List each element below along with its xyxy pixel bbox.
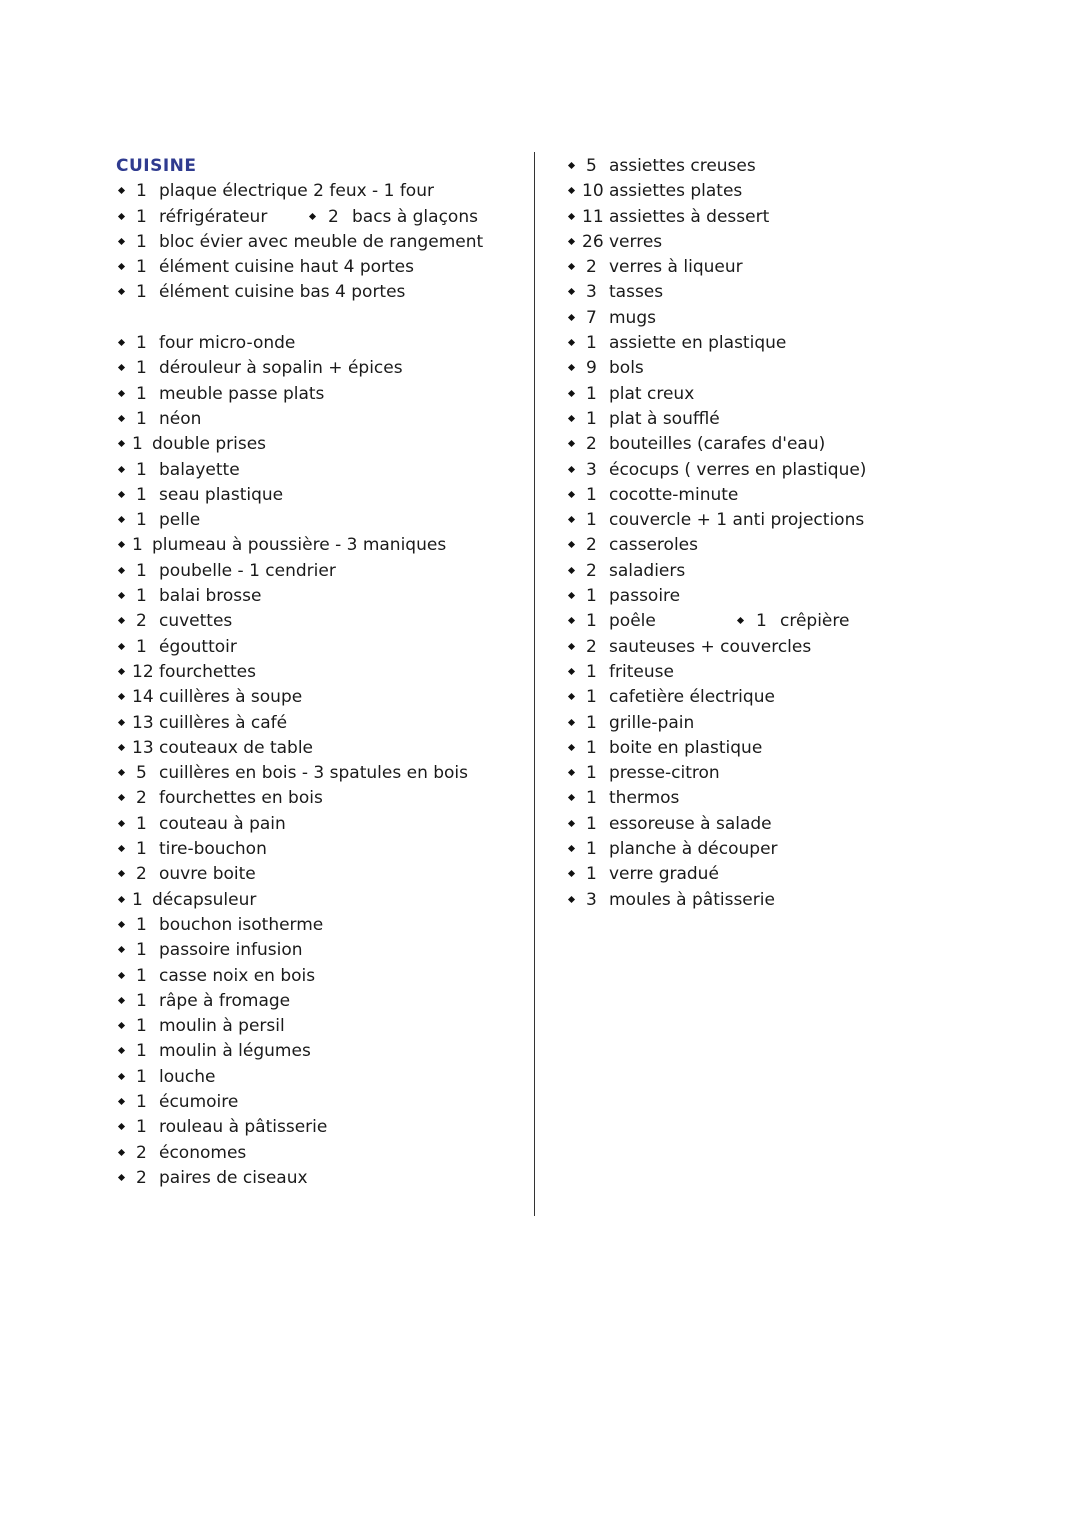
list-item bbox=[116, 280, 516, 305]
bullet-icon bbox=[118, 1047, 125, 1054]
item-label: bols bbox=[609, 358, 644, 379]
item-label: bouteilles (carafes d'eau) bbox=[609, 434, 826, 455]
bullet-icon bbox=[568, 440, 575, 447]
item-quantity: 1 bbox=[136, 1091, 147, 1112]
list-item bbox=[116, 1065, 516, 1090]
list-item bbox=[116, 255, 516, 280]
item-label: plumeau à poussière - 3 maniques bbox=[152, 535, 447, 556]
list-item bbox=[566, 635, 986, 660]
item-label: grille-pain bbox=[609, 712, 695, 733]
item-quantity: 1 bbox=[136, 510, 147, 531]
list-item bbox=[116, 964, 516, 989]
bullet-icon bbox=[118, 1098, 125, 1105]
bullet-icon bbox=[118, 668, 125, 675]
bullet-icon bbox=[118, 718, 125, 725]
item-quantity: 1 bbox=[586, 661, 597, 682]
item-quantity: 1 bbox=[136, 560, 147, 581]
bullet-icon bbox=[568, 567, 575, 574]
item-quantity: 5 bbox=[586, 156, 597, 176]
item-quantity: 2 bbox=[586, 535, 597, 556]
bullet-icon bbox=[118, 339, 125, 346]
list-item bbox=[566, 230, 986, 255]
bullet-icon bbox=[568, 390, 575, 397]
item-label: écumoire bbox=[159, 1091, 239, 1112]
column-divider bbox=[534, 152, 535, 1216]
item-quantity: 1 bbox=[136, 231, 147, 252]
item-quantity: 1 bbox=[586, 687, 597, 708]
item-quantity: 3 bbox=[586, 459, 597, 480]
item-label: ouvre boite bbox=[159, 864, 256, 885]
item-label: élément cuisine bas 4 portes bbox=[159, 282, 406, 303]
list-item bbox=[566, 382, 986, 407]
bullet-icon bbox=[568, 213, 575, 220]
bullet-icon bbox=[118, 415, 125, 422]
list-item bbox=[116, 736, 516, 761]
list-item bbox=[116, 786, 516, 811]
item-quantity: 13 bbox=[132, 712, 154, 733]
item-label: égouttoir bbox=[159, 636, 237, 657]
item-quantity: 1 bbox=[136, 839, 147, 860]
item-quantity: 26 bbox=[582, 231, 604, 252]
list-item bbox=[566, 255, 986, 280]
item-label: casse noix en bois bbox=[159, 965, 316, 986]
list-item bbox=[116, 356, 516, 381]
item-label: saladiers bbox=[609, 560, 686, 581]
item-quantity: 1 bbox=[136, 282, 147, 303]
item-quantity: 1 bbox=[132, 434, 143, 455]
item-label: pelle bbox=[159, 510, 201, 531]
bullet-icon bbox=[568, 794, 575, 801]
item-label: réfrigérateur bbox=[159, 206, 268, 227]
list-item bbox=[116, 458, 516, 483]
item-label: cuvettes bbox=[159, 611, 233, 632]
item-label: élément cuisine haut 4 portes bbox=[159, 257, 414, 278]
list-item bbox=[116, 660, 516, 685]
left-column bbox=[116, 154, 516, 1191]
item-quantity: 2 bbox=[586, 560, 597, 581]
item-label: couvercle + 1 anti projections bbox=[609, 510, 865, 531]
list-item bbox=[566, 786, 986, 811]
bullet-icon bbox=[118, 213, 125, 220]
item-quantity: 1 bbox=[586, 586, 597, 607]
item-quantity: 1 bbox=[586, 611, 597, 632]
list-spacer bbox=[116, 306, 516, 331]
item-quantity: 1 bbox=[136, 965, 147, 986]
list-item bbox=[566, 711, 986, 736]
list-item bbox=[116, 1141, 516, 1166]
item-label: poubelle - 1 cendrier bbox=[159, 560, 336, 581]
item-label: tire-bouchon bbox=[159, 839, 267, 860]
item-label: assiettes à dessert bbox=[609, 206, 770, 227]
item-label: plaque électrique 2 feux - 1 four bbox=[159, 181, 434, 202]
list-item bbox=[566, 660, 986, 685]
list-item bbox=[116, 483, 516, 508]
item-label: verres à liqueur bbox=[609, 257, 743, 278]
bullet-icon bbox=[568, 896, 575, 903]
list-item bbox=[116, 888, 516, 913]
list-item bbox=[116, 584, 516, 609]
item-quantity: 12 bbox=[132, 661, 154, 682]
list-item bbox=[116, 382, 516, 407]
item-label: double prises bbox=[152, 434, 267, 455]
item-label: presse-citron bbox=[609, 763, 720, 784]
item-label: bouchon isotherme bbox=[159, 914, 324, 935]
item-label: rouleau à pâtisserie bbox=[159, 1117, 328, 1138]
item-quantity: 1 bbox=[756, 611, 767, 632]
bullet-icon bbox=[568, 339, 575, 346]
bullet-icon bbox=[118, 617, 125, 624]
bullet-icon bbox=[118, 187, 125, 194]
item-label: sauteuses + couvercles bbox=[609, 636, 812, 657]
item-label: seau plastique bbox=[159, 484, 284, 505]
bullet-icon bbox=[568, 769, 575, 776]
bullet-icon bbox=[568, 845, 575, 852]
item-quantity: 1 bbox=[136, 257, 147, 278]
item-quantity: 3 bbox=[586, 282, 597, 303]
list-item bbox=[116, 989, 516, 1014]
item-quantity: 9 bbox=[586, 358, 597, 379]
item-quantity: 1 bbox=[586, 510, 597, 531]
item-quantity: 14 bbox=[132, 687, 154, 708]
item-quantity: 2 bbox=[136, 1142, 147, 1163]
item-quantity: 1 bbox=[136, 333, 147, 354]
item-quantity: 1 bbox=[586, 737, 597, 758]
item-quantity: 2 bbox=[586, 636, 597, 657]
bullet-icon bbox=[118, 390, 125, 397]
list-item bbox=[566, 356, 986, 381]
list-item bbox=[566, 533, 986, 558]
item-label: crêpière bbox=[780, 611, 850, 632]
bullet-icon bbox=[118, 1022, 125, 1029]
list-item bbox=[116, 1039, 516, 1064]
item-quantity: 1 bbox=[586, 864, 597, 885]
list-item bbox=[566, 559, 986, 584]
bullet-icon bbox=[568, 187, 575, 194]
bullet-icon bbox=[118, 845, 125, 852]
item-quantity: 1 bbox=[136, 206, 147, 227]
bullet-icon bbox=[568, 238, 575, 245]
item-quantity: 1 bbox=[136, 813, 147, 834]
item-label: plat à soufflé bbox=[609, 408, 720, 429]
right-column bbox=[566, 154, 986, 913]
item-label: passoire bbox=[609, 586, 681, 607]
item-quantity: 7 bbox=[586, 307, 597, 328]
item-label: friteuse bbox=[609, 661, 674, 682]
item-quantity: 1 bbox=[586, 484, 597, 505]
item-label: couteaux de table bbox=[159, 737, 314, 758]
item-quantity: 1 bbox=[586, 333, 597, 354]
item-label: moules à pâtisserie bbox=[609, 889, 775, 910]
item-label: économes bbox=[159, 1142, 247, 1163]
item-label: assiettes creuses bbox=[609, 156, 756, 176]
item-label: thermos bbox=[609, 788, 680, 809]
item-label: couteau à pain bbox=[159, 813, 286, 834]
bullet-icon bbox=[118, 1174, 125, 1181]
list-item bbox=[116, 609, 516, 634]
list-item bbox=[566, 862, 986, 887]
item-quantity: 1 bbox=[136, 408, 147, 429]
bullet-icon bbox=[568, 643, 575, 650]
bullet-icon bbox=[568, 288, 575, 295]
item-quantity: 2 bbox=[136, 1167, 147, 1188]
list-item bbox=[566, 685, 986, 710]
list-item bbox=[116, 230, 516, 255]
item-quantity: 1 bbox=[136, 358, 147, 379]
item-label: four micro-onde bbox=[159, 333, 296, 354]
item-quantity: 2 bbox=[136, 788, 147, 809]
list-item bbox=[116, 685, 516, 710]
bullet-icon bbox=[118, 288, 125, 295]
item-quantity: 1 bbox=[136, 1117, 147, 1138]
list-item bbox=[566, 508, 986, 533]
item-quantity: 1 bbox=[586, 763, 597, 784]
list-item bbox=[116, 559, 516, 584]
item-quantity: 1 bbox=[136, 1041, 147, 1062]
bullet-icon bbox=[118, 440, 125, 447]
bullet-icon bbox=[118, 794, 125, 801]
list-item bbox=[566, 483, 986, 508]
bullet-icon bbox=[309, 213, 316, 220]
list-item bbox=[566, 154, 986, 179]
item-quantity: 1 bbox=[586, 712, 597, 733]
item-quantity: 13 bbox=[132, 737, 154, 758]
bullet-icon bbox=[568, 820, 575, 827]
item-quantity: 1 bbox=[136, 1066, 147, 1087]
list-item bbox=[566, 609, 986, 634]
list-item bbox=[116, 711, 516, 736]
list-item bbox=[116, 812, 516, 837]
bullet-icon bbox=[568, 415, 575, 422]
bullet-icon bbox=[568, 718, 575, 725]
list-item bbox=[566, 306, 986, 331]
item-quantity: 1 bbox=[136, 990, 147, 1011]
list-item bbox=[116, 331, 516, 356]
bullet-icon bbox=[118, 592, 125, 599]
list-item bbox=[566, 761, 986, 786]
bullet-icon bbox=[118, 516, 125, 523]
item-quantity: 1 bbox=[586, 408, 597, 429]
item-label: bacs à glaçons bbox=[352, 206, 478, 227]
list-item bbox=[566, 331, 986, 356]
list-item bbox=[116, 205, 516, 230]
item-quantity: 2 bbox=[586, 434, 597, 455]
item-label: assiette en plastique bbox=[609, 333, 787, 354]
bullet-icon bbox=[568, 162, 575, 169]
item-quantity: 1 bbox=[586, 383, 597, 404]
item-label: râpe à fromage bbox=[159, 990, 291, 1011]
item-label: planche à découper bbox=[609, 839, 778, 860]
bullet-icon bbox=[568, 364, 575, 371]
item-quantity: 1 bbox=[136, 940, 147, 961]
list-item bbox=[566, 458, 986, 483]
item-label: bloc évier avec meuble de rangement bbox=[159, 231, 484, 252]
bullet-icon bbox=[568, 541, 575, 548]
item-label: casseroles bbox=[609, 535, 698, 556]
bullet-icon bbox=[118, 263, 125, 270]
item-label: moulin à légumes bbox=[159, 1041, 311, 1062]
bullet-icon bbox=[568, 668, 575, 675]
item-quantity: 1 bbox=[136, 383, 147, 404]
bullet-icon bbox=[118, 896, 125, 903]
item-label: néon bbox=[159, 408, 202, 429]
item-quantity: 1 bbox=[136, 459, 147, 480]
bullet-icon bbox=[568, 693, 575, 700]
bullet-icon bbox=[118, 466, 125, 473]
bullet-icon bbox=[737, 617, 744, 624]
item-label: assiettes plates bbox=[609, 181, 743, 202]
item-label: plat creux bbox=[609, 383, 695, 404]
bullet-icon bbox=[118, 921, 125, 928]
list-item bbox=[116, 533, 516, 558]
bullet-icon bbox=[118, 1123, 125, 1130]
item-quantity: 11 bbox=[582, 206, 604, 227]
item-quantity: 1 bbox=[132, 535, 143, 556]
bullet-icon bbox=[118, 1149, 125, 1156]
list-item bbox=[116, 913, 516, 938]
item-label: décapsuleur bbox=[152, 889, 257, 910]
list-item bbox=[566, 812, 986, 837]
list-item bbox=[566, 736, 986, 761]
bullet-icon bbox=[118, 643, 125, 650]
item-label: balayette bbox=[159, 459, 240, 480]
item-label: verres bbox=[609, 231, 663, 252]
bullet-icon bbox=[118, 1073, 125, 1080]
list-item bbox=[566, 432, 986, 457]
item-label: écocups ( verres en plastique) bbox=[609, 459, 867, 480]
list-item bbox=[116, 508, 516, 533]
bullet-icon bbox=[568, 870, 575, 877]
list-item bbox=[116, 761, 516, 786]
item-label: passoire infusion bbox=[159, 940, 303, 961]
list-item bbox=[116, 1166, 516, 1191]
bullet-icon bbox=[118, 769, 125, 776]
bullet-icon bbox=[118, 491, 125, 498]
item-quantity: 1 bbox=[136, 636, 147, 657]
item-label: poêle bbox=[609, 611, 656, 632]
item-quantity: 2 bbox=[328, 206, 339, 227]
bullet-icon bbox=[118, 997, 125, 1004]
item-quantity: 1 bbox=[136, 1016, 147, 1037]
list-item bbox=[566, 888, 986, 913]
item-quantity: 1 bbox=[136, 914, 147, 935]
bullet-icon bbox=[568, 263, 575, 270]
item-quantity: 2 bbox=[586, 257, 597, 278]
item-label: fourchettes en bois bbox=[159, 788, 323, 809]
list-item bbox=[116, 179, 516, 204]
bullet-icon bbox=[118, 238, 125, 245]
item-label: mugs bbox=[609, 307, 656, 328]
bullet-icon bbox=[568, 491, 575, 498]
item-label: cafetière électrique bbox=[609, 687, 775, 708]
item-quantity: 1 bbox=[136, 484, 147, 505]
bullet-icon bbox=[118, 946, 125, 953]
list-item bbox=[566, 205, 986, 230]
item-label: essoreuse à salade bbox=[609, 813, 772, 834]
item-quantity: 1 bbox=[586, 839, 597, 860]
item-quantity: 1 bbox=[136, 181, 147, 202]
item-label: fourchettes bbox=[159, 661, 257, 682]
item-quantity: 2 bbox=[136, 611, 147, 632]
item-label: verre gradué bbox=[609, 864, 719, 885]
item-quantity: 1 bbox=[586, 813, 597, 834]
item-label: paires de ciseaux bbox=[159, 1167, 308, 1188]
bullet-icon bbox=[118, 744, 125, 751]
bullet-icon bbox=[568, 617, 575, 624]
bullet-icon bbox=[118, 870, 125, 877]
list-item bbox=[566, 837, 986, 862]
item-label: moulin à persil bbox=[159, 1016, 285, 1037]
bullet-icon bbox=[568, 466, 575, 473]
section-title: CUISINE bbox=[116, 156, 197, 176]
item-quantity: 1 bbox=[136, 586, 147, 607]
item-quantity: 1 bbox=[132, 889, 143, 910]
bullet-icon bbox=[568, 314, 575, 321]
bullet-icon bbox=[118, 971, 125, 978]
item-label: balai brosse bbox=[159, 586, 262, 607]
item-quantity: 10 bbox=[582, 181, 604, 202]
list-item bbox=[566, 407, 986, 432]
item-quantity: 1 bbox=[586, 788, 597, 809]
item-label: cuillères à soupe bbox=[159, 687, 303, 708]
list-item bbox=[116, 635, 516, 660]
bullet-icon bbox=[568, 744, 575, 751]
item-label: dérouleur à sopalin + épices bbox=[159, 358, 403, 379]
list-item bbox=[116, 1014, 516, 1039]
item-quantity: 2 bbox=[136, 864, 147, 885]
item-label: cuillères à café bbox=[159, 712, 288, 733]
list-item bbox=[116, 432, 516, 457]
item-label: boite en plastique bbox=[609, 737, 763, 758]
bullet-icon bbox=[118, 567, 125, 574]
item-label: tasses bbox=[609, 282, 664, 303]
left-item-list bbox=[116, 179, 516, 1191]
item-quantity: 5 bbox=[136, 763, 147, 784]
list-item bbox=[116, 1115, 516, 1140]
bullet-icon bbox=[118, 820, 125, 827]
bullet-icon bbox=[118, 364, 125, 371]
bullet-icon bbox=[568, 516, 575, 523]
item-label: meuble passe plats bbox=[159, 383, 325, 404]
list-item bbox=[116, 837, 516, 862]
bullet-icon bbox=[118, 693, 125, 700]
list-item bbox=[566, 280, 986, 305]
item-quantity: 3 bbox=[586, 889, 597, 910]
list-item bbox=[116, 1090, 516, 1115]
bullet-icon bbox=[118, 541, 125, 548]
item-label: louche bbox=[159, 1066, 216, 1087]
item-label: cocotte-minute bbox=[609, 484, 739, 505]
bullet-icon bbox=[568, 592, 575, 599]
list-item bbox=[116, 407, 516, 432]
list-item bbox=[566, 179, 986, 204]
list-item bbox=[116, 862, 516, 887]
right-item-list bbox=[566, 154, 986, 913]
list-item bbox=[566, 584, 986, 609]
list-item bbox=[116, 938, 516, 963]
item-label: cuillères en bois - 3 spatules en bois bbox=[159, 763, 469, 784]
